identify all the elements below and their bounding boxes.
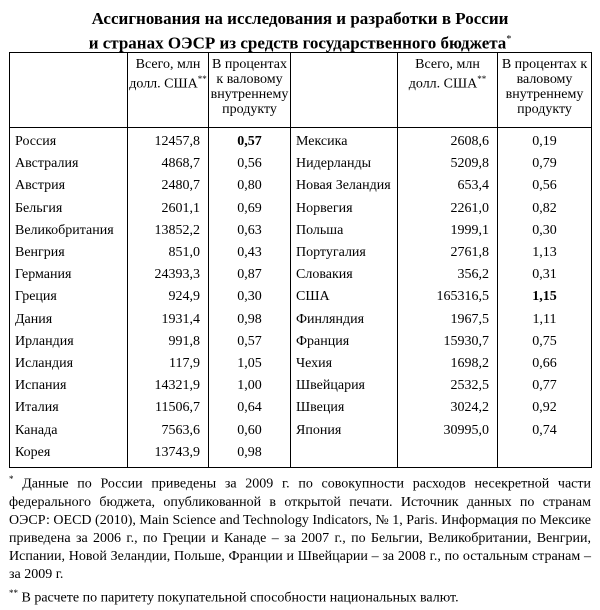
footnote-2: ** В расчете по паритету покупательной способности национальных валют.: [9, 587, 459, 606]
total-cell: 356,2: [398, 264, 498, 286]
pct-cell: 0,64: [209, 397, 291, 419]
total-cell: 11506,7: [128, 397, 209, 419]
total-cell: 1931,4: [128, 309, 209, 331]
country-cell: Япония: [291, 419, 398, 441]
country-cell: Корея: [10, 442, 128, 468]
country-cell: Норвегия: [291, 198, 398, 220]
country-cell: Чехия: [291, 353, 398, 375]
total-cell: 2601,1: [128, 198, 209, 220]
pct-cell: 0,66: [498, 353, 592, 375]
pct-cell: 1,00: [209, 375, 291, 397]
header-pct-right: В процентах к валовому внутреннему продукту: [498, 53, 592, 128]
table-row: [10, 309, 592, 331]
header-pct-left: В процентах к валовому внутреннему продукту: [209, 53, 291, 128]
total-cell: 13743,9: [128, 442, 209, 468]
country-cell: США: [291, 286, 398, 308]
pct-cell: 0,19: [498, 128, 592, 154]
table-row: [10, 397, 592, 419]
table-row: [10, 153, 592, 175]
pct-cell: 0,98: [209, 309, 291, 331]
title-footnote-mark: *: [506, 34, 512, 45]
total-cell: 15930,7: [398, 331, 498, 353]
header-total-right: Всего, млн долл. США**: [398, 53, 498, 128]
total-cell: 30995,0: [398, 419, 498, 441]
country-cell: Россия: [10, 128, 128, 154]
country-cell: [291, 442, 398, 468]
pct-cell: 1,15: [498, 286, 592, 308]
total-cell: 851,0: [128, 242, 209, 264]
table-row: [10, 175, 592, 197]
pct-cell: 0,74: [498, 419, 592, 441]
total-cell: 2480,7: [128, 175, 209, 197]
header-total-left: Всего, млн долл. США**: [128, 53, 209, 128]
total-cell: 2761,8: [398, 242, 498, 264]
total-cell: 1698,2: [398, 353, 498, 375]
total-cell: 24393,3: [128, 264, 209, 286]
pct-cell: 0,30: [498, 220, 592, 242]
pct-cell: 0,77: [498, 375, 592, 397]
total-cell: 117,9: [128, 353, 209, 375]
pct-cell: 0,87: [209, 264, 291, 286]
pct-cell: 0,30: [209, 286, 291, 308]
table-row: [10, 419, 592, 441]
pct-cell: 0,57: [209, 331, 291, 353]
table-row: [10, 128, 592, 154]
total-cell: 4868,7: [128, 153, 209, 175]
country-cell: Австрия: [10, 175, 128, 197]
header-country-left: [10, 53, 128, 128]
pct-cell: 0,56: [209, 153, 291, 175]
total-cell: 12457,8: [128, 128, 209, 154]
pct-cell: 0,31: [498, 264, 592, 286]
header-country-right: [291, 53, 398, 128]
pct-cell: 0,60: [209, 419, 291, 441]
table-row: [10, 198, 592, 220]
total-cell: 2532,5: [398, 375, 498, 397]
country-cell: Финляндия: [291, 309, 398, 331]
country-cell: Мексика: [291, 128, 398, 154]
pct-cell: 0,92: [498, 397, 592, 419]
total-cell: 653,4: [398, 175, 498, 197]
total-cell: 991,8: [128, 331, 209, 353]
country-cell: Португалия: [291, 242, 398, 264]
footnotes: [9, 470, 591, 607]
total-cell: 13852,2: [128, 220, 209, 242]
table-row: [10, 286, 592, 308]
pct-cell: [498, 442, 592, 468]
total-cell: 7563,6: [128, 419, 209, 441]
total-cell: 165316,5: [398, 286, 498, 308]
country-cell: Словакия: [291, 264, 398, 286]
pct-cell: 1,13: [498, 242, 592, 264]
country-cell: Франция: [291, 331, 398, 353]
country-cell: Исландия: [10, 353, 128, 375]
table-row: [10, 442, 592, 468]
total-cell: 1967,5: [398, 309, 498, 331]
country-cell: Швейцария: [291, 375, 398, 397]
country-cell: Бельгия: [10, 198, 128, 220]
country-cell: Германия: [10, 264, 128, 286]
total-cell: 1999,1: [398, 220, 498, 242]
total-cell: 3024,2: [398, 397, 498, 419]
footnote-1: * Данные по России приведены за 2009 г. по совокупности расходов несекретной части федерального бюджета, опубликованной в открытой печати. Источник данных по странам ОЭСР: OECD (2010), Main Science and Technology Indicators, № 1, Paris. Информация по Мексике приведена за 2006 г., по Греции и Канаде – за 2007 г., по Бельгии, Великобритании, Венгрии, Испании, Новой Зеландии, Польше, Франции и Швейцарии – за 2008 г., по остальным странам – за 2009 г.: [9, 474, 591, 582]
country-cell: Великобритания: [10, 220, 128, 242]
total-cell: [398, 442, 498, 468]
table-row: [10, 331, 592, 353]
pct-cell: 0,43: [209, 242, 291, 264]
country-cell: Венгрия: [10, 242, 128, 264]
country-cell: Италия: [10, 397, 128, 419]
table-row: [10, 353, 592, 375]
total-cell: 14321,9: [128, 375, 209, 397]
country-cell: Канада: [10, 419, 128, 441]
country-cell: Греция: [10, 286, 128, 308]
pct-cell: 1,11: [498, 309, 592, 331]
pct-cell: 0,63: [209, 220, 291, 242]
country-cell: Испания: [10, 375, 128, 397]
country-cell: Новая Зеландия: [291, 175, 398, 197]
pct-cell: 0,57: [209, 128, 291, 154]
total-cell: 924,9: [128, 286, 209, 308]
pct-cell: 0,56: [498, 175, 592, 197]
pct-cell: 0,69: [209, 198, 291, 220]
country-cell: Дания: [10, 309, 128, 331]
total-cell: 5209,8: [398, 153, 498, 175]
country-cell: Ирландия: [10, 331, 128, 353]
title-line-2: и странах ОЭСР из средств государственного бюджета*: [88, 33, 512, 53]
data-table: [9, 52, 592, 468]
total-cell: 2261,0: [398, 198, 498, 220]
pct-cell: 0,98: [209, 442, 291, 468]
pct-cell: 0,79: [498, 153, 592, 175]
page-title: [0, 8, 600, 54]
pct-cell: 0,75: [498, 331, 592, 353]
table-header-row: [10, 53, 592, 128]
table-row: [10, 264, 592, 286]
pct-cell: 1,05: [209, 353, 291, 375]
pct-cell: 0,82: [498, 198, 592, 220]
table-row: [10, 242, 592, 264]
table-row: [10, 375, 592, 397]
country-cell: Польша: [291, 220, 398, 242]
country-cell: Нидерланды: [291, 153, 398, 175]
total-cell: 2608,6: [398, 128, 498, 154]
pct-cell: 0,80: [209, 175, 291, 197]
table-row: [10, 220, 592, 242]
country-cell: Австралия: [10, 153, 128, 175]
country-cell: Швеция: [291, 397, 398, 419]
title-line-1: Ассигнования на исследования и разработки в России: [91, 9, 509, 28]
